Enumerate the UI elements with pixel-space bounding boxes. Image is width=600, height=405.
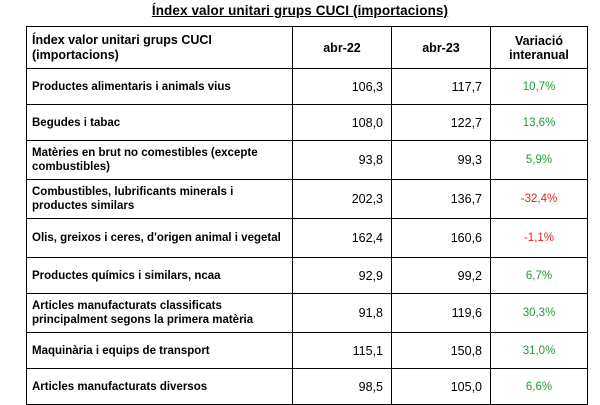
row-label: Productes químics i similars, ncaa xyxy=(27,258,293,294)
row-label: Matèries en brut no comestibles (excepte combustibles) xyxy=(27,141,293,180)
header-variacio-interanual: Variació interanual xyxy=(491,27,588,69)
header-abr-23: abr-23 xyxy=(392,27,491,69)
row-value-abr-22: 98,5 xyxy=(293,369,392,405)
row-value-abr-23: 122,7 xyxy=(392,105,491,141)
row-variation: 13,6% xyxy=(491,105,588,141)
row-value-abr-23: 119,6 xyxy=(392,294,491,333)
row-variation: 31,0% xyxy=(491,333,588,369)
import-unit-value-table xyxy=(26,26,588,405)
row-value-abr-23: 99,2 xyxy=(392,258,491,294)
table-row xyxy=(27,105,588,141)
row-value-abr-23: 105,0 xyxy=(392,369,491,405)
row-label: Productes alimentaris i animals vius xyxy=(27,69,293,105)
table-row xyxy=(27,294,588,333)
row-value-abr-22: 91,8 xyxy=(293,294,392,333)
page-title: Índex valor unitari grups CUCI (importacions) xyxy=(151,3,449,18)
table-header-row xyxy=(27,27,588,69)
table-row xyxy=(27,180,588,219)
row-variation: 6,6% xyxy=(491,369,588,405)
row-variation: 30,3% xyxy=(491,294,588,333)
row-value-abr-22: 202,3 xyxy=(293,180,392,219)
row-variation: 6,7% xyxy=(491,258,588,294)
row-value-abr-23: 150,8 xyxy=(392,333,491,369)
row-label: Begudes i tabac xyxy=(27,105,293,141)
header-abr-22: abr-22 xyxy=(293,27,392,69)
table-row xyxy=(27,369,588,405)
row-value-abr-22: 108,0 xyxy=(293,105,392,141)
row-value-abr-23: 99,3 xyxy=(392,141,491,180)
table-row xyxy=(27,219,588,258)
row-variation: 10,7% xyxy=(491,69,588,105)
row-label: Combustibles, lubrificants minerals i productes similars xyxy=(27,180,293,219)
row-value-abr-23: 117,7 xyxy=(392,69,491,105)
row-variation: 5,9% xyxy=(491,141,588,180)
row-label: Articles manufacturats diversos xyxy=(27,369,293,405)
row-value-abr-23: 160,6 xyxy=(392,219,491,258)
row-value-abr-23: 136,7 xyxy=(392,180,491,219)
table-row xyxy=(27,258,588,294)
table-row xyxy=(27,333,588,369)
row-label: Olis, greixos i ceres, d'origen animal i vegetal xyxy=(27,219,293,258)
row-label: Maquinària i equips de transport xyxy=(27,333,293,369)
row-label: Articles manufacturats classificats principalment segons la primera matèria xyxy=(27,294,293,333)
table-row xyxy=(27,141,588,180)
row-value-abr-22: 92,9 xyxy=(293,258,392,294)
header-group-label: Índex valor unitari grups CUCI (importacions) xyxy=(27,27,293,69)
row-value-abr-22: 106,3 xyxy=(293,69,392,105)
row-value-abr-22: 162,4 xyxy=(293,219,392,258)
row-value-abr-22: 115,1 xyxy=(293,333,392,369)
row-value-abr-22: 93,8 xyxy=(293,141,392,180)
row-variation: -1,1% xyxy=(491,219,588,258)
table-row xyxy=(27,69,588,105)
row-variation: -32,4% xyxy=(491,180,588,219)
